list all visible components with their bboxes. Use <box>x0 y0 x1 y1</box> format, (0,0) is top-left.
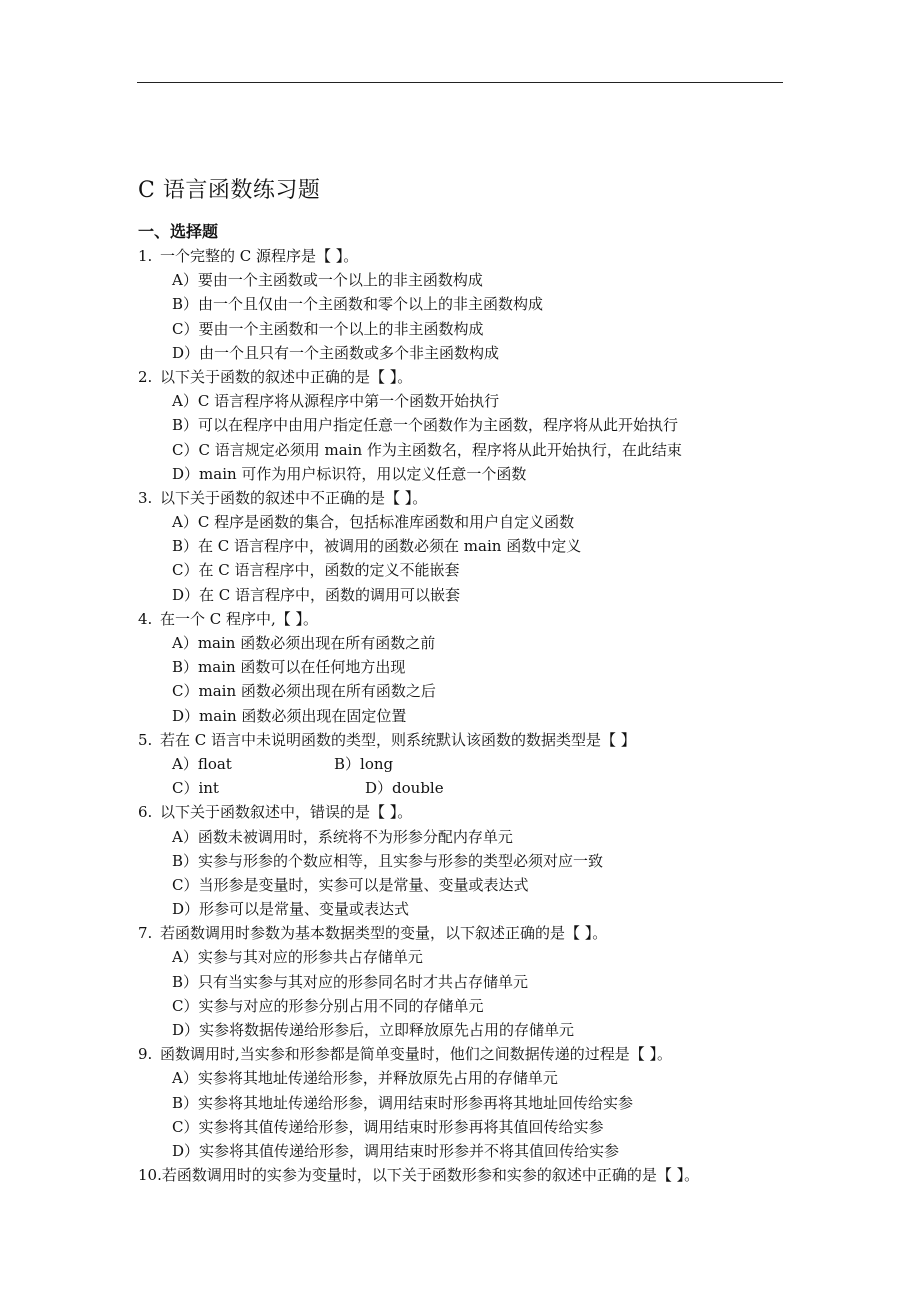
answer-option: A）函数未被调用时，系统将不为形参分配内存单元 <box>172 827 513 846</box>
answer-option: D）由一个且只有一个主函数或多个非主函数构成 <box>172 343 500 362</box>
answer-option: D）形参可以是常量、变量或表达式 <box>172 900 410 919</box>
answer-option: B）main 函数可以在任何地方出现 <box>172 658 406 677</box>
answer-option: C）要由一个主函数和一个以上的非主函数构成 <box>172 319 484 338</box>
question-stem: 6. 以下关于函数叙述中，错误的是【 】。 <box>138 800 798 824</box>
page-title: C 语言函数练习题 <box>138 178 321 203</box>
question-stem: 7. 若函数调用时参数为基本数据类型的变量，以下叙述正确的是【 】。 <box>138 921 798 945</box>
question-number: 9. <box>138 1045 153 1064</box>
question-number: 3. <box>138 488 153 507</box>
answer-option: C）在 C 语言程序中，函数的定义不能嵌套 <box>172 561 460 580</box>
answer-option: A）C 程序是函数的集合，包括标准库函数和用户自定义函数 <box>172 513 575 532</box>
answer-option: A）C 语言程序将从源程序中第一个函数开始执行 <box>172 392 500 411</box>
answer-option: A）main 函数必须出现在所有函数之前 <box>172 634 436 652</box>
answer-option: C）实参将其值传递给形参，调用结束时形参再将其值回传给实参 <box>172 1117 604 1136</box>
answer-option: D）实参将数据传递给形参后，立即释放原先占用的存储单元 <box>172 1021 575 1039</box>
answer-option: D）main 可作为用户标识符，用以定义任意一个函数 <box>172 464 527 483</box>
question-number: 7. <box>138 924 153 943</box>
question-list <box>138 244 798 1187</box>
header-rule <box>137 82 783 83</box>
answer-option: C）实参与对应的形参分别占用不同的存储单元 <box>172 996 484 1015</box>
answer-option: C）C 语言规定必须用 main 作为主函数名，程序将从此开始执行，在此结束 <box>172 440 682 459</box>
answer-option: C）main 函数必须出现在所有函数之后 <box>172 682 436 701</box>
question-stem: 3. 以下关于函数的叙述中不正确的是【 】。 <box>138 486 798 510</box>
answer-option: B）在 C 语言程序中，被调用的函数必须在 main 函数中定义 <box>172 537 582 556</box>
answer-option: C）int <box>172 779 219 798</box>
question-stem: 5. 若在 C 语言中未说明函数的类型，则系统默认该函数的数据类型是【 】 <box>138 728 798 752</box>
question-number: 1. <box>138 247 153 265</box>
question-stem: 4. 在一个 C 程序中,【 】。 <box>138 607 798 631</box>
question-stem: 1. 一个完整的 C 源程序是【 】。 <box>138 244 798 268</box>
question-number: 10. <box>138 1166 162 1185</box>
answer-option: A）实参与其对应的形参共占存储单元 <box>172 948 423 967</box>
answer-option-row <box>138 776 798 800</box>
answer-option: A）float <box>172 754 232 773</box>
question-stem: 10.若函数调用时的实参为变量时，以下关于函数形参和实参的叙述中正确的是【 】。 <box>138 1163 798 1187</box>
answer-option: B）long <box>334 754 394 773</box>
question-number: 5. <box>138 730 153 749</box>
answer-option-row <box>138 752 798 776</box>
answer-option: A）实参将其地址传递给形参，并释放原先占用的存储单元 <box>172 1069 558 1088</box>
answer-option: B）由一个且仅由一个主函数和零个以上的非主函数构成 <box>172 295 544 314</box>
answer-option: B）实参将其地址传递给形参，调用结束时形参再将其地址回传给实参 <box>172 1093 634 1112</box>
question-number: 6. <box>138 803 153 822</box>
question-stem: 2. 以下关于函数的叙述中正确的是【 】。 <box>138 365 798 389</box>
answer-option: B）实参与形参的个数应相等，且实参与形参的类型必须对应一致 <box>172 851 604 870</box>
section-heading: 一、选择题 <box>138 222 219 241</box>
question-number: 2. <box>138 367 153 386</box>
answer-option: D）double <box>365 779 444 798</box>
answer-option: D）在 C 语言程序中，函数的调用可以嵌套 <box>172 585 461 604</box>
question-stem: 9. 函数调用时,当实参和形参都是简单变量时，他们之间数据传递的过程是【 】。 <box>138 1042 798 1066</box>
question-number: 4. <box>138 609 153 628</box>
answer-option: B）只有当实参与其对应的形参同名时才共占存储单元 <box>172 972 529 991</box>
answer-option: D）实参将其值传递给形参，调用结束时形参并不将其值回传给实参 <box>172 1141 620 1160</box>
answer-option: B）可以在程序中由用户指定任意一个函数作为主函数，程序将从此开始执行 <box>172 416 679 435</box>
answer-option: A）要由一个主函数或一个以上的非主函数构成 <box>172 271 483 290</box>
answer-option: D）main 函数必须出现在固定位置 <box>172 706 407 725</box>
answer-option: C）当形参是变量时，实参可以是常量、变量或表达式 <box>172 875 529 894</box>
